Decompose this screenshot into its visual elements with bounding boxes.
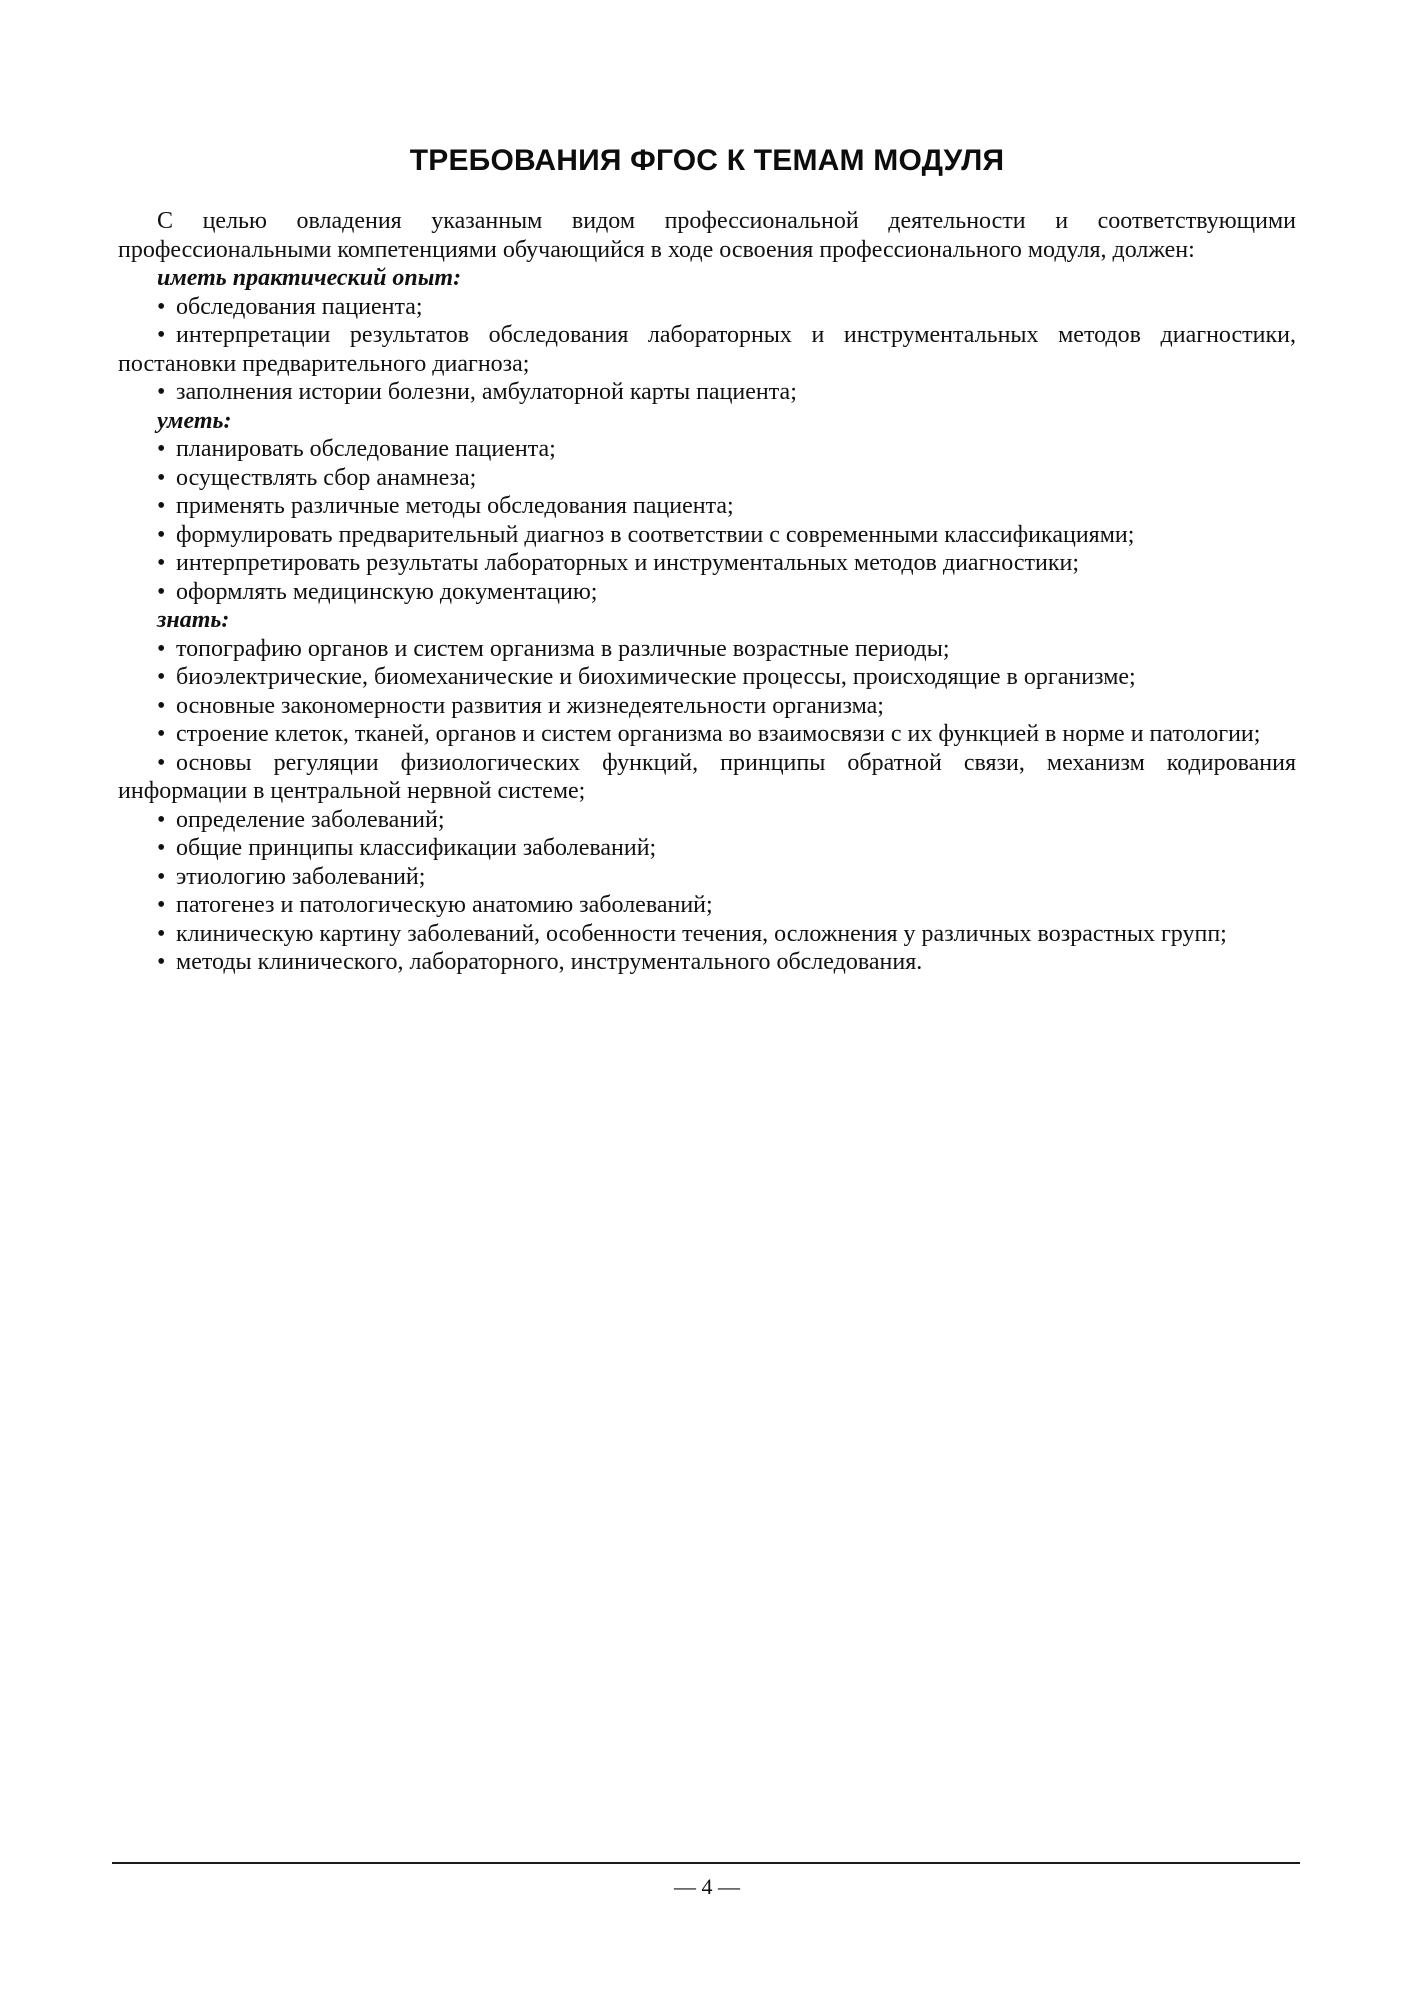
list-item	[118, 492, 1296, 521]
bullet-icon: •	[157, 493, 166, 519]
list-item	[118, 920, 1296, 949]
bullet-icon: •	[157, 721, 166, 747]
page-number: — 4 —	[674, 1874, 740, 1899]
list-item-text: общие принципы классификации заболеваний;	[176, 835, 657, 861]
list-item	[118, 692, 1296, 721]
bullet-icon: •	[157, 835, 166, 861]
bullet-icon: •	[157, 322, 166, 348]
list-item-text: патогенез и патологическую анатомию заболеваний;	[176, 892, 713, 918]
list-item-text: оформлять медицинскую документацию;	[176, 578, 598, 605]
bullet-icon: •	[157, 521, 166, 548]
list-item-text: биоэлектрические, биомеханические и биохимические процессы, происходящие в организме;	[176, 664, 1136, 690]
bullet-icon: •	[157, 664, 166, 690]
list-item	[118, 834, 1296, 863]
list-item-text: топографию органов и систем организма в различные возрастные периоды;	[176, 635, 950, 662]
list-item	[118, 549, 1296, 578]
bullet-icon: •	[157, 550, 166, 576]
list-item	[118, 806, 1296, 835]
list-item-text: основы регуляции физиологических функций, принципы обратной связи, механизм кодирования информации в центральной нервной системе;	[118, 749, 1296, 804]
list-item	[118, 578, 1296, 607]
list-item-text: интерпретации результатов обследования лабораторных и инструментальных методов диагностики, постановки предварительного диагноза;	[118, 322, 1296, 377]
list-item	[118, 435, 1296, 464]
list-item-text: определение заболеваний;	[176, 806, 445, 833]
list-item	[118, 891, 1296, 920]
page-title: ТРЕБОВАНИЯ ФГОС К ТЕМАМ МОДУЛЯ	[409, 144, 1005, 178]
list-item	[118, 464, 1296, 493]
list-item	[118, 378, 1296, 407]
list-item-text: планировать обследование пациента;	[176, 436, 556, 462]
bullet-icon: •	[157, 436, 166, 462]
list-item	[118, 720, 1296, 749]
list-item-text: интерпретировать результаты лабораторных и инструментальных методов диагностики;	[176, 550, 1080, 576]
bullet-icon: •	[157, 863, 166, 890]
bullet-icon: •	[157, 806, 166, 833]
list-item	[118, 293, 1296, 322]
bullet-icon: •	[157, 920, 166, 947]
list-item	[118, 635, 1296, 664]
intro-paragraph: С целью овладения указанным видом профессиональной деятельности и соответствующими профессиональными компетенциями обучающийся в ходе освоения профессионального модуля, должен:	[118, 208, 1296, 263]
document-body	[118, 207, 1296, 977]
bullet-icon: •	[157, 293, 166, 320]
bullet-icon: •	[157, 692, 166, 719]
section-label-knowledge: знать:	[157, 607, 230, 633]
section-label-skills: уметь:	[157, 407, 232, 434]
list-item-text: строение клеток, тканей, органов и систем организма во взаимосвязи с их функцией в норме и патологии;	[176, 721, 1261, 747]
list-item	[118, 863, 1296, 892]
list-item-text: методы клинического, лабораторного, инструментального обследования.	[176, 949, 923, 975]
list-item	[118, 521, 1296, 550]
list-item-text: обследования пациента;	[176, 293, 423, 320]
list-item	[118, 321, 1296, 378]
bullet-icon: •	[157, 379, 166, 405]
list-item	[118, 948, 1296, 977]
list-item-text: этиологию заболеваний;	[176, 863, 426, 890]
list-item-text: осуществлять сбор анамнеза;	[176, 464, 477, 491]
list-item	[118, 749, 1296, 806]
bullet-icon: •	[157, 892, 166, 918]
list-item	[118, 663, 1296, 692]
list-item-text: применять различные методы обследования пациента;	[176, 493, 734, 519]
list-item-text: клиническую картину заболеваний, особенности течения, осложнения у различных возрастных групп;	[176, 920, 1227, 947]
list-item-text: формулировать предварительный диагноз в соответствии с современными классификациями;	[176, 521, 1135, 548]
bullet-icon: •	[157, 635, 166, 662]
bullet-icon: •	[157, 578, 166, 605]
section-label-experience: иметь практический опыт:	[157, 265, 462, 291]
footer-divider	[112, 1862, 1300, 1864]
list-item-text: основные закономерности развития и жизнедеятельности организма;	[176, 692, 884, 719]
bullet-icon: •	[157, 464, 166, 491]
bullet-icon: •	[157, 949, 166, 975]
bullet-icon: •	[157, 749, 166, 776]
list-item-text: заполнения истории болезни, амбулаторной карты пациента;	[176, 379, 797, 405]
